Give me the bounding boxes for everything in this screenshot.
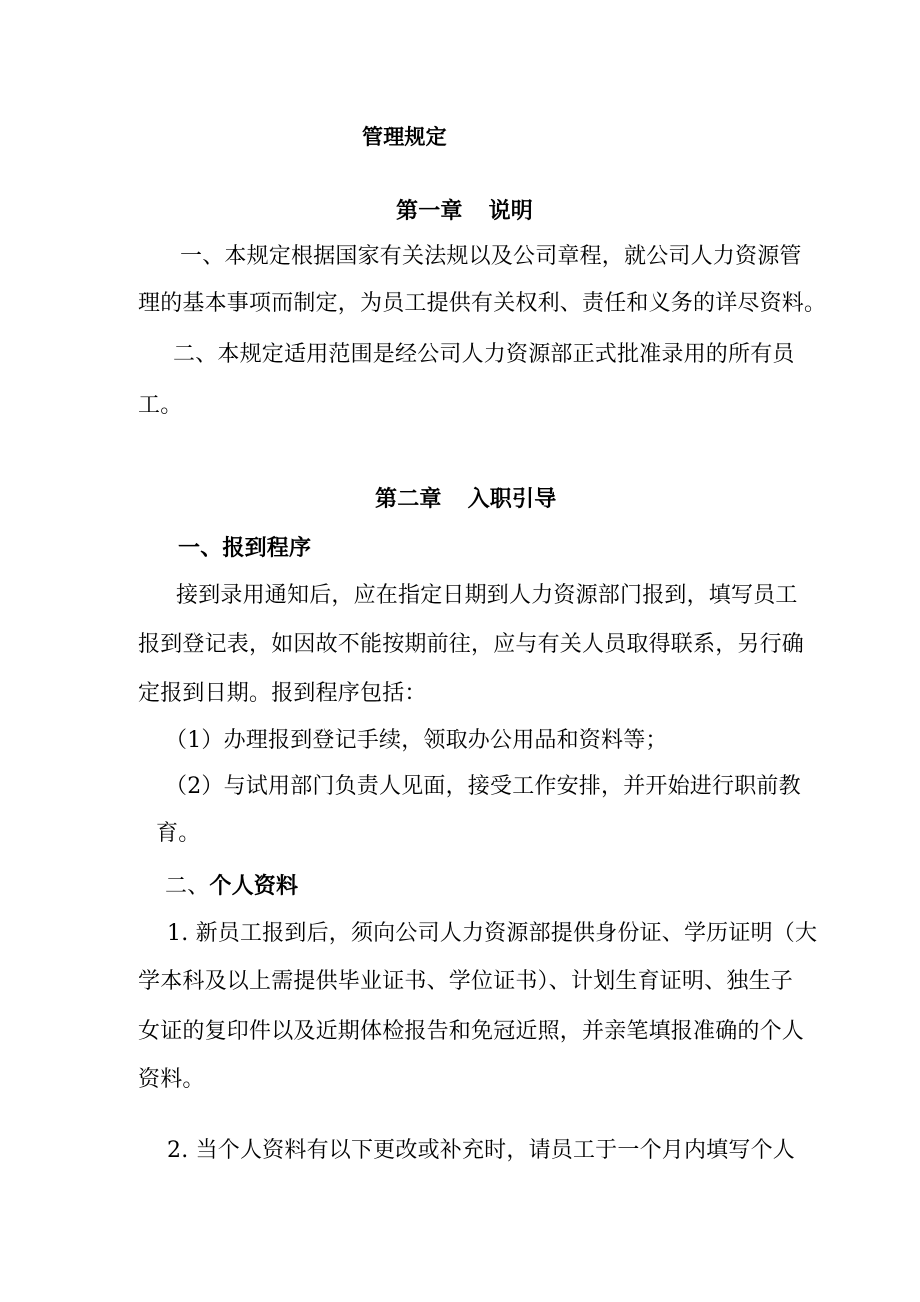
paragraph-line: 1. 新员工报到后，须向公司人力资源部提供身份证、学历证明（大 [167, 921, 818, 946]
section-title: 个人资料 [209, 873, 299, 899]
list-item-continuation: 育。 [156, 821, 201, 846]
chapter-2-number: 第二章 [375, 486, 442, 512]
paragraph-line: 接到录用通知后，应在指定日期到人力资源部门报到，填写员工 [176, 583, 798, 608]
list-item: （2）与试用部门负责人见面，接受工作安排，并开始进行职前教 [165, 774, 801, 799]
paragraph-line: 学本科及以上需提供毕业证书、学位证书）、计划生育证明、独生子 [138, 969, 794, 994]
paragraph-line: 女证的复印件以及近期体检报告和免冠近照，并亲笔填报准确的个人 [138, 1019, 805, 1044]
chapter-2-heading [375, 488, 556, 510]
paragraph-line: 工。 [138, 393, 183, 418]
section-heading: 一、报到程序 [178, 535, 312, 561]
chapter-2-name: 入职引导 [467, 486, 557, 512]
chapter-1-heading [396, 200, 533, 222]
chapter-1-number: 第一章 [396, 198, 463, 224]
list-item: （1）办理报到登记手续，领取办公用品和资料等； [165, 728, 668, 753]
paragraph-line: 报到登记表，如因故不能按期前往，应与有关人员取得联系，另行确 [138, 632, 805, 657]
paragraph-line: 二、本规定适用范围是经公司人力资源部正式批准录用的所有员 [173, 342, 795, 367]
paragraph-line: 一、本规定根据国家有关法规以及公司章程，就公司人力资源管 [180, 244, 802, 269]
chapter-1-name: 说明 [488, 198, 534, 224]
document-title: 管理规定 [362, 124, 447, 149]
paragraph-line: 资料。 [138, 1067, 205, 1092]
section-heading [165, 875, 298, 898]
paragraph-line: 2. 当个人资料有以下更改或补充时，请员工于一个月内填写个人 [167, 1138, 795, 1163]
paragraph-line: 理的基本事项而制定，为员工提供有关权利、责任和义务的详尽资料。 [138, 291, 827, 316]
paragraph-line: 定报到日期。报到程序包括： [138, 681, 427, 706]
section-number: 二、 [165, 874, 210, 899]
